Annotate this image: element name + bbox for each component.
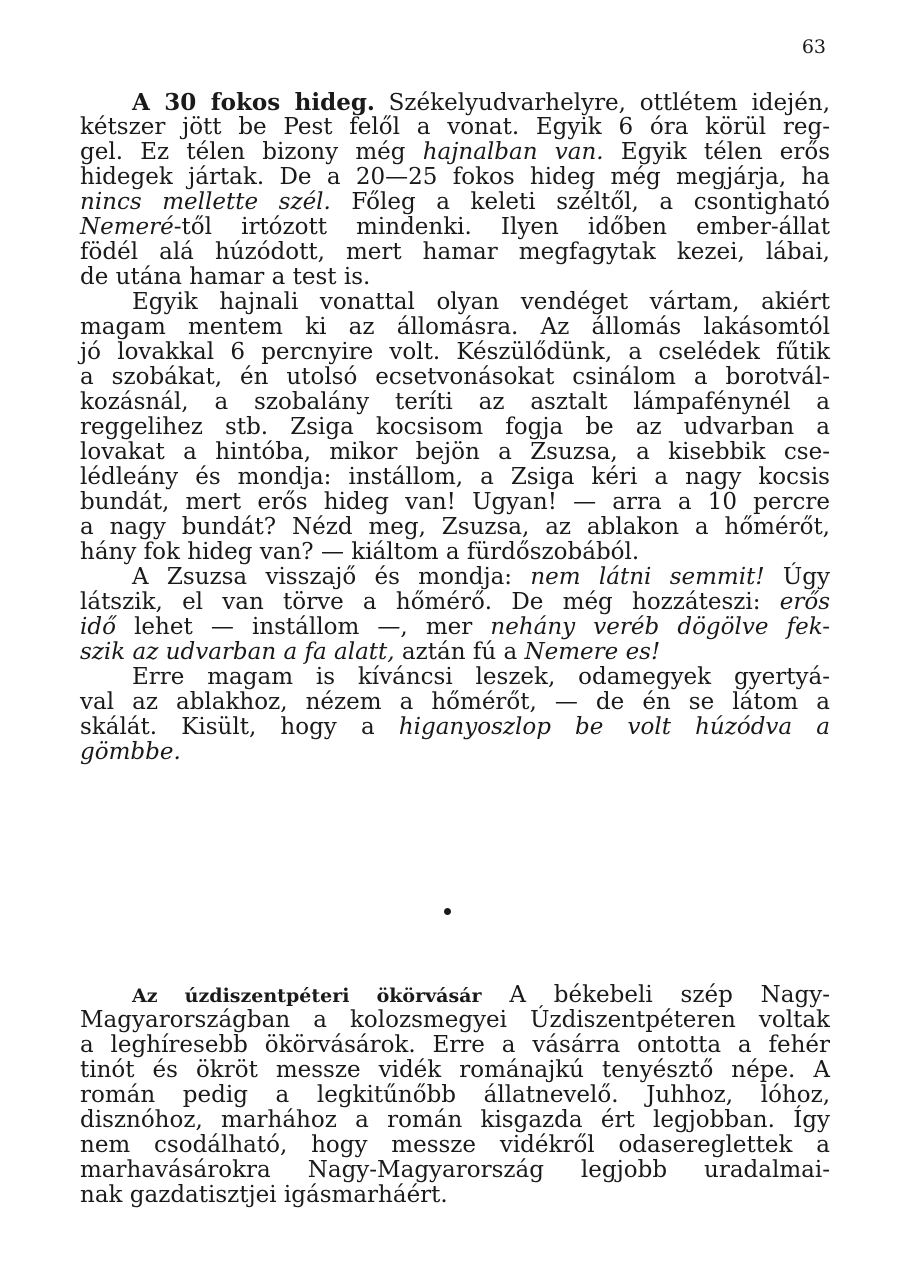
bold-heading: A 30 fokos hideg.	[132, 89, 375, 116]
text-line	[80, 115, 830, 140]
text-run: lédleány és mondja: instállom, a Zsiga kéri a nagy kocsis	[80, 464, 830, 490]
text-run: aztán fú a	[394, 639, 525, 665]
text-run: marhavásárokra Nagy-Magyarország legjobb uradalmai-	[80, 1157, 830, 1183]
italic-text: nehány veréb dögölve fek-	[490, 614, 831, 640]
text-line	[80, 1108, 830, 1133]
text-run: bundát, mert erős hideg van! Ugyan! — arra a 10 percre	[80, 489, 830, 515]
text-run: Főleg a keleti széltől, a csontigható	[330, 189, 830, 215]
text-line	[80, 215, 830, 240]
text-run: jó lovakkal 6 percnyire volt. Készülődünk, a cselédek fűtik	[80, 339, 830, 365]
italic-text: nem látni semmit!	[530, 564, 765, 590]
text-run: hidegek jártak. De a 20—25 fokos hideg még megjárja, ha	[80, 164, 830, 190]
text-run: kozásnál, a szobalány teríti az asztalt lámpafénynél a	[80, 389, 830, 415]
text-run: a nagy bundát? Nézd meg, Zsuzsa, az ablakon a hőmérőt,	[80, 514, 830, 540]
text-line	[80, 983, 830, 1008]
text-run: disznóhoz, marhához a román kisgazda ért legjobban. Így	[80, 1107, 830, 1133]
text-run: -től irtózott mindenki. Ilyen időben ember-állat	[173, 214, 830, 240]
bold-heading: Az úzdiszentpéteri ökörvásár	[132, 985, 482, 1007]
text-line	[80, 1083, 830, 1108]
text-run: gel. Ez télen bizony még	[80, 139, 423, 165]
text-run: nak gazdatisztjei igásmarháért.	[80, 1182, 448, 1208]
text-line	[80, 1183, 830, 1208]
text-run: Erre magam is kíváncsi leszek, odamegyek gyertyá-	[132, 664, 830, 690]
text-line	[80, 340, 830, 365]
text-run: román pedig a legkitűnőbb állatnevelő. Juhhoz, lóhoz,	[80, 1082, 830, 1108]
text-line	[80, 1008, 830, 1033]
text-run: tinót és ökröt messze vidék románajkú tenyésztő népe. A	[80, 1057, 830, 1083]
text-line	[80, 690, 830, 715]
text-run: lehet — instállom —, mer	[115, 614, 491, 640]
text-line	[80, 140, 830, 165]
italic-text: nincs mellette szél.	[80, 189, 331, 215]
text-line	[80, 90, 830, 115]
text-run: Egyik télen erős	[603, 139, 830, 165]
text-line	[80, 440, 830, 465]
text-run: a leghíresebb ökörvásárok. Erre a vásárra ontotta a fehér	[80, 1032, 830, 1058]
text-run: födél alá húzódott, mert hamar megfagytak kezei, lábai,	[80, 239, 830, 265]
text-run: Székelyudvarhelyre, ottlétem idején,	[374, 90, 830, 116]
text-line	[80, 490, 830, 515]
text-line	[80, 365, 830, 390]
text-line	[80, 715, 830, 740]
text-line	[80, 315, 830, 340]
text-line	[80, 265, 830, 290]
text-line	[80, 590, 830, 615]
section-separator-dot	[444, 908, 451, 915]
italic-text: Nemeré	[80, 214, 174, 240]
italic-text: idő	[80, 614, 116, 640]
text-line	[80, 540, 830, 565]
text-run: Úgy	[764, 564, 830, 590]
text-run: a szobákat, én utolsó ecsetvonásokat csinálom a borotvál-	[80, 364, 830, 390]
text-run: magam mentem ki az állomásra. Az állomás lakásomtól	[80, 314, 830, 340]
text-line	[80, 1133, 830, 1158]
text-line	[80, 640, 830, 665]
italic-text: Nemere es!	[524, 639, 661, 665]
text-run: skálát. Kisült, hogy a	[80, 714, 399, 740]
italic-text: hajnalban van.	[422, 139, 604, 165]
text-line	[80, 565, 830, 590]
text-line	[80, 1058, 830, 1083]
text-line	[80, 465, 830, 490]
text-run: hány fok hideg van? — kiáltom a fürdőszobából.	[80, 539, 640, 565]
text-run: lovakat a hintóba, mikor bejön a Zsuzsa, a kisebbik cse-	[80, 439, 830, 465]
italic-text: erős	[779, 589, 830, 615]
text-run: látszik, el van törve a hőmérő. De még hozzáteszi:	[80, 589, 780, 615]
text-run: A békebeli szép Nagy-	[481, 982, 830, 1008]
italic-text: higanyoszlop be volt húzódva a	[398, 714, 830, 740]
text-run: reggelihez stb. Zsiga kocsisom fogja be az udvarban a	[80, 414, 830, 440]
text-line	[80, 665, 830, 690]
italic-text: gömbbe.	[80, 739, 181, 765]
text-line	[80, 515, 830, 540]
section-cold-weather	[80, 90, 830, 765]
text-line	[80, 190, 830, 215]
italic-text: szik az udvarban a fa alatt,	[80, 639, 395, 665]
text-line	[80, 415, 830, 440]
text-line	[80, 1158, 830, 1183]
text-run: nem csodálható, hogy messze vidékről odasereglettek a	[80, 1132, 830, 1158]
text-run: Magyarországban a kolozsmegyei Úzdiszentpéteren voltak	[80, 1007, 830, 1033]
text-run: kétszer jött be Pest felől a vonat. Egyik 6 óra körül reg-	[80, 114, 830, 140]
text-run: A Zsuzsa visszajő és mondja:	[132, 564, 531, 590]
text-line	[80, 1033, 830, 1058]
text-run: de utána hamar a test is.	[80, 264, 371, 290]
text-line	[80, 165, 830, 190]
text-line	[80, 390, 830, 415]
text-line	[80, 615, 830, 640]
text-run: val az ablakhoz, nézem a hőmérőt, — de én se látom a	[80, 689, 830, 715]
text-line	[80, 240, 830, 265]
text-line	[80, 290, 830, 315]
section-ox-fair	[80, 983, 830, 1208]
text-run: Egyik hajnali vonattal olyan vendéget vártam, akiért	[132, 289, 830, 315]
page-number: 63	[801, 36, 826, 58]
text-line	[80, 740, 830, 765]
